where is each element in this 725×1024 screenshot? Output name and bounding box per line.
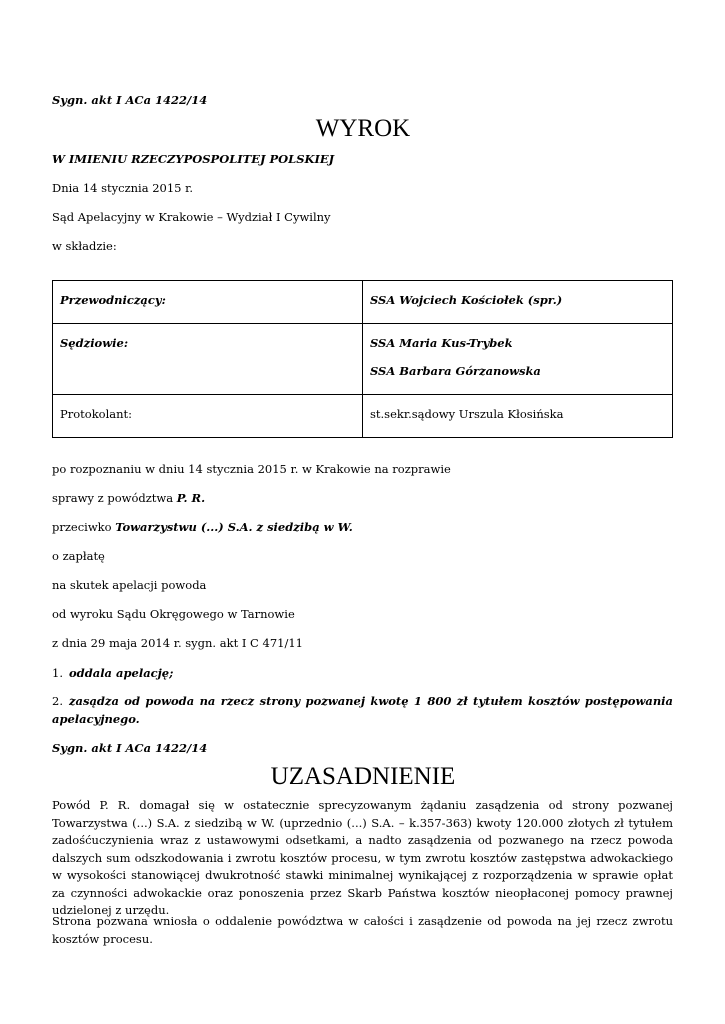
panel-role: Przewodniczący: bbox=[53, 281, 363, 324]
appeal-line: na skutek apelacji powoda bbox=[52, 578, 207, 592]
panel-role: Protokolant: bbox=[53, 395, 363, 438]
panel-name: SSA Maria Kus-Trybek bbox=[370, 336, 513, 350]
plaintiff-line bbox=[52, 491, 205, 505]
panel-row bbox=[53, 281, 673, 324]
justification-paragraph: Strona pozwana wniosła o oddalenie powództwa w całości i zasądzenie od powoda na jej rzecz zwrotu kosztów procesu. bbox=[52, 914, 673, 946]
case-signature: Sygn. akt I ACa 1422/14 bbox=[52, 93, 208, 107]
lower-court-line: od wyroku Sądu Okręgowego w Tarnowie bbox=[52, 607, 295, 621]
panel-names-cell bbox=[363, 324, 673, 395]
ruling-text: oddala apelację; bbox=[68, 666, 174, 680]
case-subject: o zapłatę bbox=[52, 549, 105, 563]
judgment-date: Dnia 14 stycznia 2015 r. bbox=[52, 181, 194, 195]
in-name-of-republic: W IMIENIU RZECZYPOSPOLITEJ POLSKIEJ bbox=[52, 152, 335, 166]
ruling-text: zasądza od powoda na rzecz strony pozwanej kwotę 1 800 zł tytułem kosztów postępowania apelacyjnego. bbox=[52, 694, 673, 726]
justification-paragraph: Powód P. R. domagał się w ostatecznie sprecyzowanym żądaniu zasądzenia od strony pozwanej Towarzystwa (...) S.A. z siedzibą w W. (uprzednio (...) S.A. – k.357-363) kwoty 120.000 złotych zł tytułem zadośćuczynienia wraz z ustawowymi odsetkami, a nadto zasądzenia od pozwanego na rzecz powoda dalszych sum odszkodowania i zwrotu kosztów procesu, w tym zwrotu kosztów zastępstwa adwokackiego w wysokości stanowiącej dwukrotność stawki minimalnej wynikającej z rozporządzenia w sprawie opłat za czynności adwokackie oraz ponoszenia przez Skarb Państwa kosztów nieopłaconej pomocy prawnej udzielonej z urzędu. bbox=[52, 798, 673, 917]
panel-row bbox=[53, 324, 673, 395]
justification-signature: Sygn. akt I ACa 1422/14 bbox=[52, 741, 208, 755]
defendant-line bbox=[52, 520, 353, 534]
justification-title: UZASADNIENIE bbox=[270, 763, 456, 790]
defendant-name: Towarzystwu (...) S.A. z siedzibą w W. bbox=[115, 520, 353, 534]
judgment-title: WYROK bbox=[315, 115, 411, 142]
ruling-number: 2. bbox=[52, 694, 63, 708]
panel-name: SSA Wojciech Kościołek (spr.) bbox=[363, 281, 673, 324]
court-name: Sąd Apelacyjny w Krakowie – Wydział I Cywilny bbox=[52, 210, 331, 224]
composition-label: w składzie: bbox=[52, 239, 117, 253]
plaintiff-prefix: sprawy z powództwa bbox=[52, 491, 177, 505]
panel-role: Sędziowie: bbox=[53, 324, 363, 395]
ruling-item bbox=[52, 693, 673, 728]
ruling-item bbox=[52, 666, 173, 680]
hearing-line: po rozpoznaniu w dniu 14 stycznia 2015 r. w Krakowie na rozprawie bbox=[52, 462, 451, 476]
panel-name: st.sekr.sądowy Urszula Kłosińska bbox=[363, 395, 673, 438]
panel-row bbox=[53, 395, 673, 438]
defendant-prefix: przeciwko bbox=[52, 520, 116, 534]
panel-name: SSA Barbara Górzanowska bbox=[370, 364, 541, 378]
lower-judgment-date: z dnia 29 maja 2014 r. sygn. akt I C 471/11 bbox=[52, 636, 303, 650]
panel-table bbox=[52, 280, 673, 438]
plaintiff-name: P. R. bbox=[176, 491, 206, 505]
ruling-number: 1. bbox=[52, 666, 63, 680]
